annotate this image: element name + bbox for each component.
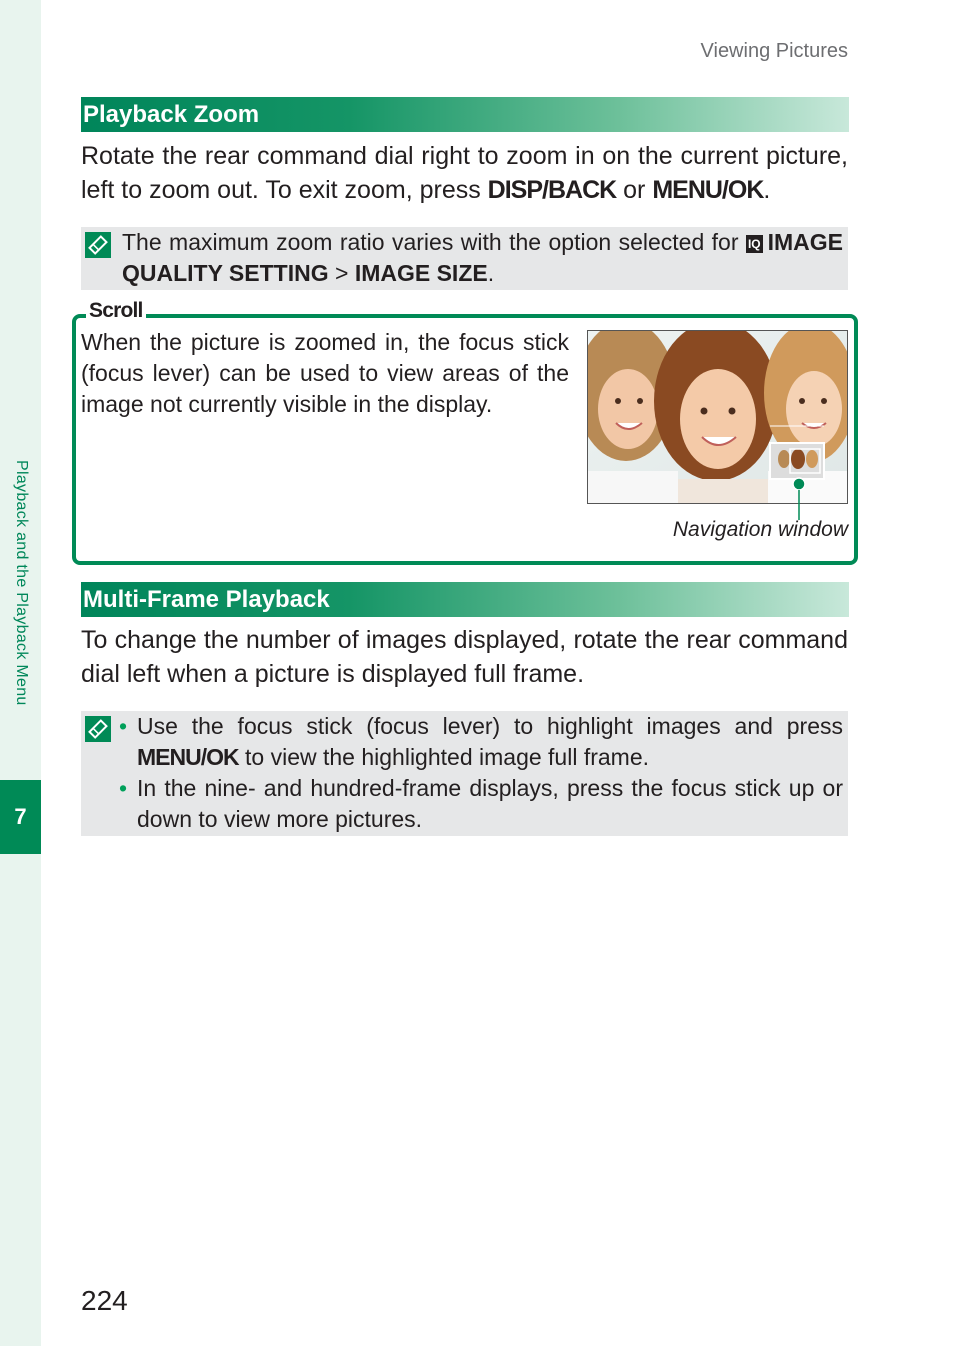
section-heading-multi-frame: Multi-Frame Playback	[81, 582, 849, 617]
setting-image-quality: IMAGE QUALITY SETTING	[122, 229, 843, 286]
bullet-dot: •	[119, 713, 128, 739]
playback-zoom-text	[81, 139, 848, 207]
bullet-text: to view the highlighted image full frame.	[238, 744, 650, 770]
text-segment: or	[616, 176, 653, 204]
zoomed-photo	[587, 330, 848, 504]
note-icon	[84, 231, 112, 259]
multi-frame-text: To change the number of images displayed, rotate the rear command dial left when a picture is displayed full frame.	[81, 626, 848, 688]
note-bullet	[119, 773, 843, 835]
menu-ok-button-label: MENU/OK	[137, 744, 239, 770]
path-separator: >	[328, 260, 355, 286]
menu-ok-button-label: MENU/OK	[652, 176, 764, 204]
chapter-tab[interactable]: 7	[0, 780, 41, 854]
setting-image-size: IMAGE SIZE	[354, 260, 488, 286]
note-icon	[84, 715, 112, 743]
text-segment: .	[763, 176, 771, 204]
callout-pointer	[790, 476, 808, 522]
bullet-text: In the nine- and hundred-frame displays, press the focus stick up or down to view more pictures.	[137, 775, 843, 832]
bullet-dot: •	[119, 775, 128, 801]
image-quality-menu-icon: IQ	[747, 237, 761, 251]
page-number: 224	[81, 1285, 128, 1316]
note-box-zoom	[81, 227, 848, 290]
bullet-text: Use the focus stick (focus lever) to highlight images and press	[137, 713, 843, 739]
navigation-window-caption: Navigation window	[672, 518, 848, 541]
note-text-end: .	[487, 260, 495, 286]
note-box-multi-frame	[81, 711, 848, 836]
text-segment: Rotate the rear command dial right to zoom in on the current picture, left to zoom out. To exit zoom, press	[81, 142, 848, 204]
scroll-text: When the picture is zoomed in, the focus stick (focus lever) can be used to view areas of the image not currently visible in the display.	[81, 329, 569, 417]
disp-back-button-label: DISP/BACK	[487, 176, 617, 204]
chapter-title: Playback and the Playback Menu	[13, 460, 30, 706]
note-bullet	[119, 711, 843, 773]
running-head: Viewing Pictures	[700, 40, 848, 62]
note-text: The maximum zoom ratio varies with the option selected for	[122, 229, 746, 255]
scroll-label: Scroll	[86, 299, 146, 323]
section-heading-playback-zoom: Playback Zoom	[81, 97, 849, 132]
photo-illustration	[588, 331, 847, 503]
